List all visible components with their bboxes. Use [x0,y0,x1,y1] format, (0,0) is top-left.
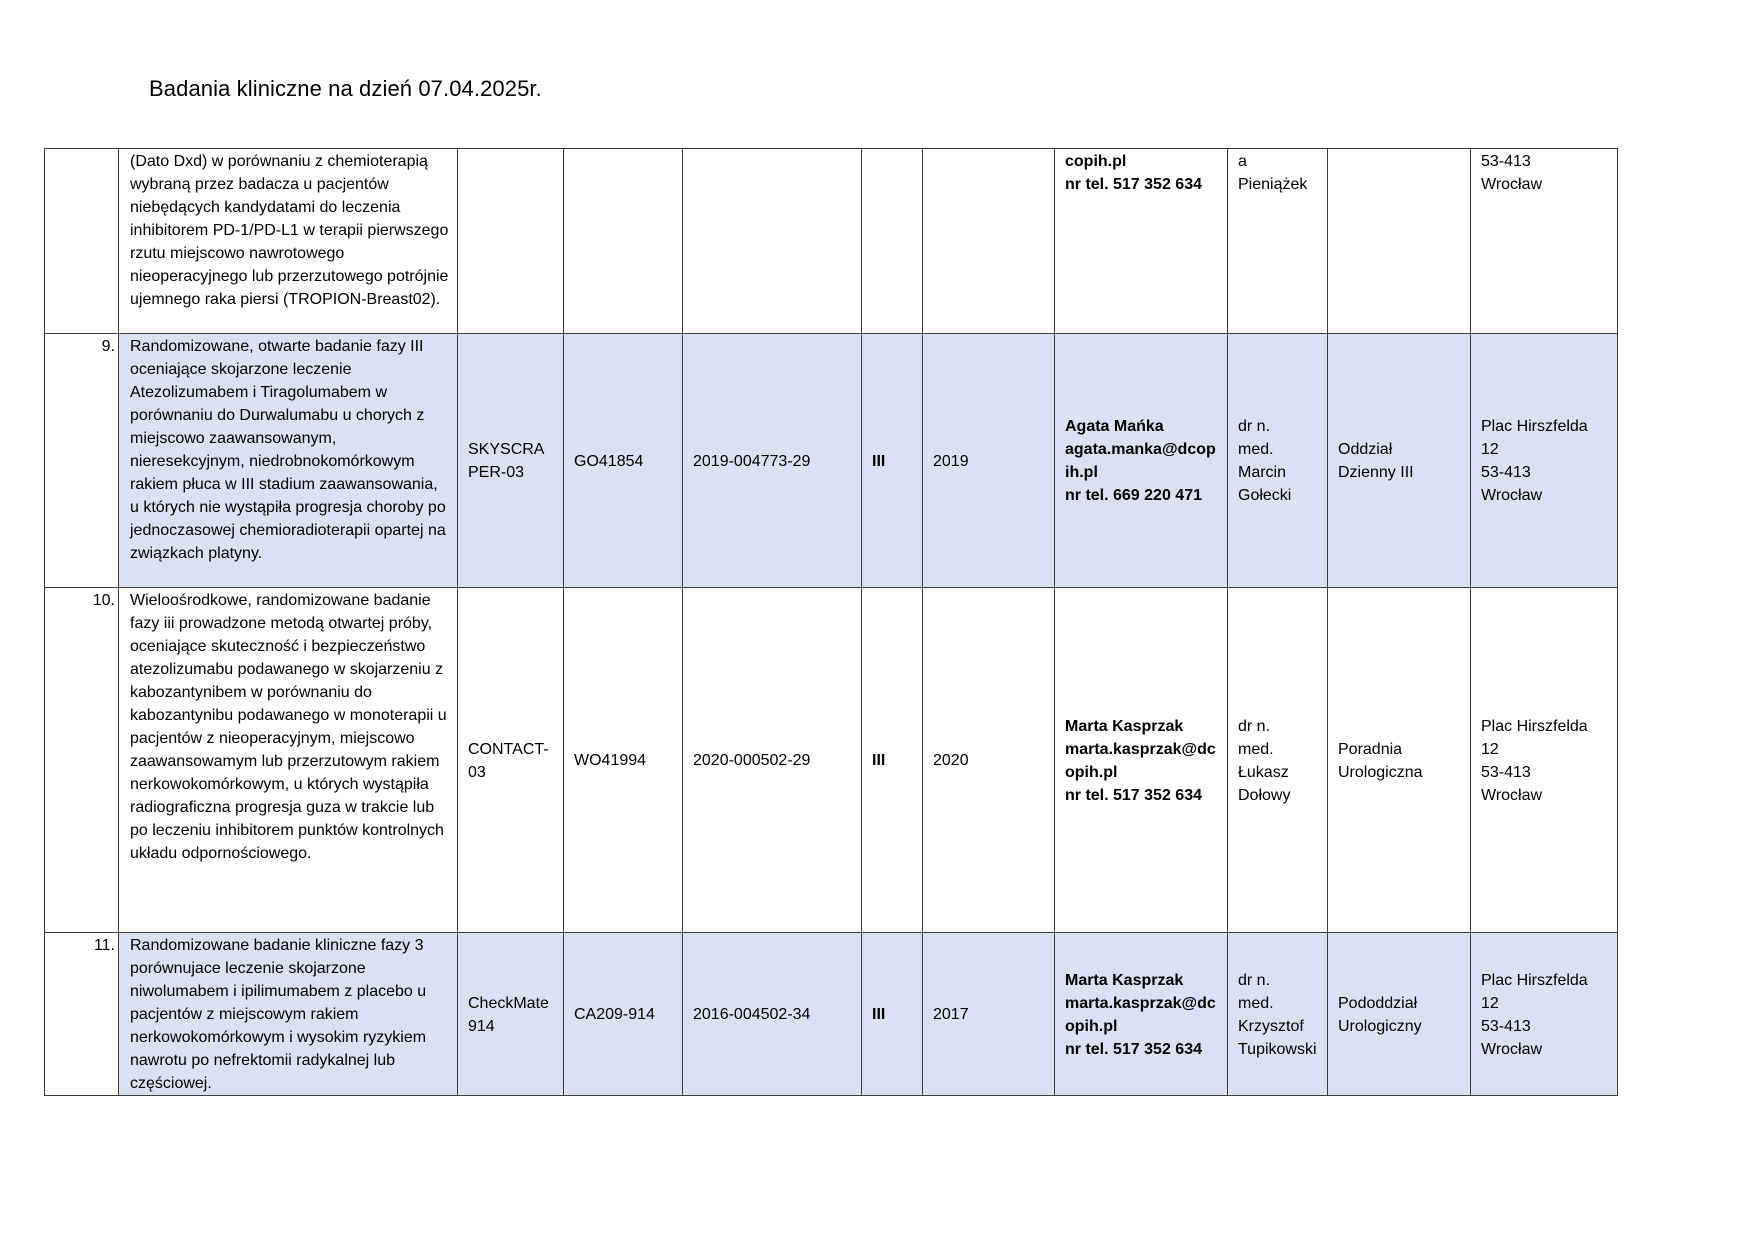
site-address-line: Wrocław [1481,487,1543,504]
study-phase: III [862,933,923,1096]
principal-investigator-line: dr n. [1238,971,1271,989]
start-year: 2017 [923,933,1055,1096]
principal-investigator-line: med. [1238,441,1274,458]
table-row [45,933,1618,1096]
protocol-number [564,149,683,334]
department [1328,933,1471,1096]
table-row [45,588,1618,933]
contact-person-line: nr tel. 669 220 471 [1065,487,1202,504]
contact-person [1055,334,1228,588]
department-line: Poradnia [1338,740,1403,758]
study-description: (Dato Dxd) w porównaniu z chemioterapią wybraną przez badacza u pacjentów niebędących kandydatami do leczenia inhibitorem PD-1/PD-L1 w terapii pierwszego rzutu miejscowo nawrotowego nieoperacyjnego lub przerzutowego potrójnie ujemnego raka piersi (TROPION-Breast02). [119,149,458,334]
study-acronym: SKYSCRAPER-03 [458,334,564,588]
site-address-line: Wrocław [1481,786,1543,804]
principal-investigator-line: dr n. [1238,717,1271,735]
principal-investigator-line: a [1238,153,1247,170]
table-row [45,334,1618,588]
principal-investigator-line: Tupikowski [1238,1040,1317,1058]
clinical-trials-table [44,148,1618,1096]
row-number: 11. [45,933,119,1096]
principal-investigator-line: Marcin [1238,464,1287,481]
study-description: Randomizowane badanie kliniczne fazy 3 porównujace leczenie skojarzone niwolumabem i ipilimumabem z placebo u pacjentów z miejscowym rakiem nerkowokomórkowym i wysokim ryzykiem nawrotu po nefrektomii radykalnej lub częściowej. [119,933,458,1096]
principal-investigator-line: Łukasz [1238,763,1289,781]
principal-investigator-line: med. [1238,994,1274,1012]
study-phase [862,149,923,334]
department-line: Urologiczny [1338,1017,1422,1035]
department-line: Dzienny III [1338,464,1414,481]
site-address-line: 53-413 [1481,464,1531,481]
site-address [1471,933,1618,1096]
protocol-number: WO41994 [564,588,683,933]
principal-investigator-line: Gołecki [1238,487,1292,504]
row-number: 9. [45,334,119,588]
site-address-line: Plac Hirszfelda [1481,971,1588,989]
start-year: 2019 [923,334,1055,588]
contact-person-line: copih.pl [1065,153,1127,170]
principal-investigator [1228,588,1328,933]
department-line: Urologiczna [1338,763,1423,781]
principal-investigator-line: Krzysztof [1238,1017,1304,1035]
protocol-number: CA209-914 [564,933,683,1096]
site-address-line: 12 [1481,441,1499,458]
study-acronym: CONTACT-03 [458,588,564,933]
start-year [923,149,1055,334]
study-acronym: CheckMate 914 [458,933,564,1096]
principal-investigator-line: Pieniążek [1238,176,1308,193]
site-address-line: 12 [1481,740,1499,758]
department [1328,588,1471,933]
start-year: 2020 [923,588,1055,933]
contact-person-line: marta.kasprzak@dcopih.pl [1065,994,1216,1035]
contact-person-line: nr tel. 517 352 634 [1065,1040,1202,1058]
eudract-number: 2016-004502-34 [683,933,862,1096]
department [1328,149,1471,334]
site-address-line: Wrocław [1481,1040,1543,1058]
department-line: Oddział [1338,441,1393,458]
site-address-line: 53-413 [1481,1017,1531,1035]
contact-person [1055,588,1228,933]
site-address [1471,334,1618,588]
contact-person-line: nr tel. 517 352 634 [1065,176,1202,193]
site-address-line: 12 [1481,994,1499,1012]
table-body [45,149,1618,1096]
row-number: 10. [45,588,119,933]
site-address [1471,149,1618,334]
eudract-number [683,149,862,334]
eudract-number: 2019-004773-29 [683,334,862,588]
contact-person-line: marta.kasprzak@dcopih.pl [1065,740,1216,781]
principal-investigator-line: med. [1238,740,1274,758]
principal-investigator-line: dr n. [1238,418,1271,435]
principal-investigator-line: Dołowy [1238,786,1291,804]
site-address-line: 53-413 [1481,763,1531,781]
contact-person-line: Marta Kasprzak [1065,717,1184,735]
protocol-number: GO41854 [564,334,683,588]
study-acronym [458,149,564,334]
contact-person-line: nr tel. 517 352 634 [1065,786,1202,804]
table-row [45,149,1618,334]
study-description: Wieloośrodkowe, randomizowane badanie fazy iii prowadzone metodą otwartej próby, oceniające skuteczność i bezpieczeństwo atezolizumabu podawanego w skojarzeniu z kabozantynibem w porównaniu do kabozantynibu podawanego w monoterapii u pacjentów z nieoperacyjnym, miejscowo zaawansowamym lub przerzutowym rakiem nerkowokomórkowym, u których wystąpiła radiograficzna progresja guza w trakcie lub po leczeniu inhibitorem punktów kontrolnych układu odpornościowego. [119,588,458,933]
contact-person-line: Marta Kasprzak [1065,971,1184,989]
row-number [45,149,119,334]
principal-investigator [1228,334,1328,588]
contact-person-line: Agata Mańka [1065,418,1164,435]
contact-person [1055,149,1228,334]
site-address-line: 53-413 [1481,153,1531,170]
site-address-line: Plac Hirszfelda [1481,418,1588,435]
site-address-line: Wrocław [1481,176,1543,193]
principal-investigator [1228,933,1328,1096]
site-address [1471,588,1618,933]
study-description: Randomizowane, otwarte badanie fazy III oceniające skojarzone leczenie Atezolizumabem i Tiragolumabem w porównaniu do Durwalumabu u chorych z miejscowo zaawansowanym, nieresekcyjnym, niedrobnokomórkowym rakiem płuca w III stadium zaawansowania, u których nie wystąpiła progresja choroby po jednoczasowej chemioradioterapii opartej na związkach platyny. [119,334,458,588]
contact-person [1055,933,1228,1096]
study-phase: III [862,588,923,933]
eudract-number: 2020-000502-29 [683,588,862,933]
contact-person-line: agata.manka@dcopih.pl [1065,441,1216,481]
page-title: Badania kliniczne na dzień 07.04.2025r. [149,76,542,101]
study-phase: III [862,334,923,588]
department-line: Pododdział [1338,994,1418,1012]
site-address-line: Plac Hirszfelda [1481,717,1588,735]
department [1328,334,1471,588]
principal-investigator [1228,149,1328,334]
